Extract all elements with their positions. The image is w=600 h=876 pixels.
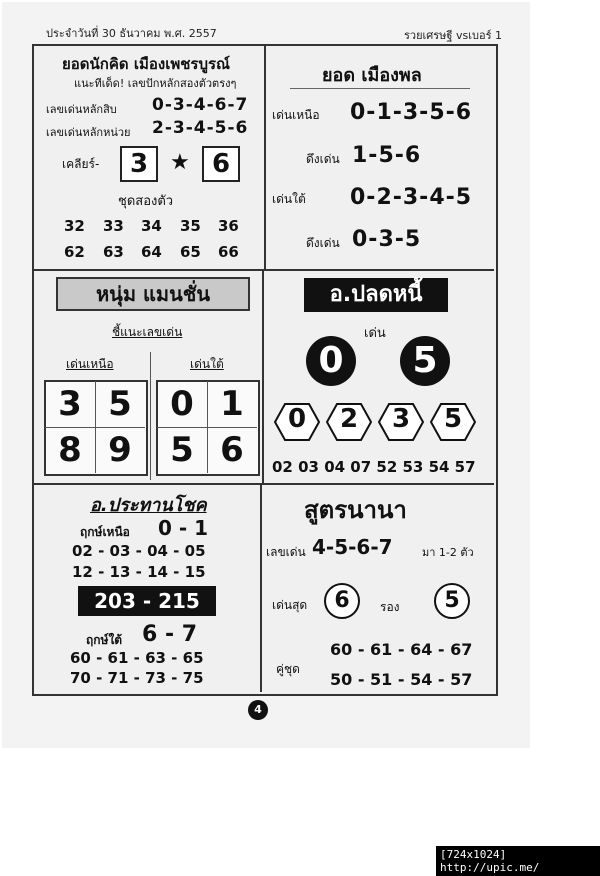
box5-line2: 12 - 13 - 14 - 15 xyxy=(72,563,206,581)
page-margin xyxy=(530,0,600,750)
box6-sud-label: เด่นสุด xyxy=(272,598,308,612)
box5-south-label: ฤกษ์ใต้ xyxy=(86,633,123,647)
box1-set-row1-0: 32 xyxy=(64,217,85,235)
box2-r4-label: ดึงเด่น xyxy=(306,236,340,250)
box3-subtitle: ชี้แนะเลขเด่น xyxy=(112,325,183,339)
box1-clear-label: เคลียร์- xyxy=(62,157,100,171)
box5-north-label: ฤกษ์เหนือ xyxy=(80,525,130,539)
box2-r2-label: ดึงเด่น xyxy=(306,152,340,166)
box3-inner-divider xyxy=(150,352,151,480)
box5-title: อ.ประทานโชค xyxy=(90,495,207,516)
box5-line1: 02 - 03 - 04 - 05 xyxy=(72,542,206,560)
box1-subtitle: แนะทีเด็ด! เลขปักหลักสองตัวตรงๆ xyxy=(74,77,237,90)
box6-rong-value: 5 xyxy=(434,583,470,619)
box1-row1-label: เลขเด่นหลักสิบ xyxy=(46,103,117,116)
box2-r2-value: 1-5-6 xyxy=(352,143,422,168)
box4-hex-0: 0 xyxy=(287,404,307,434)
box3-south-label: เด่นใต้ xyxy=(190,357,224,371)
page-header-title: รวยเศรษฐี vsเบอร์ 1 xyxy=(404,29,502,42)
box3-north-3: 9 xyxy=(108,430,132,470)
box1-set-row1-2: 34 xyxy=(141,217,162,235)
box3-north-2: 8 xyxy=(58,430,82,470)
box4-ded-label: เด่น xyxy=(364,326,386,341)
box1-clear-b: 6 xyxy=(202,146,240,182)
page-number: 4 xyxy=(248,700,268,720)
box1-set-row1-3: 35 xyxy=(180,217,201,235)
box1-set-row1-4: 36 xyxy=(218,217,239,235)
box2-r4-value: 0-3-5 xyxy=(352,227,422,252)
box6-pair-label: คู่ชุด xyxy=(276,662,300,676)
box2-r3-value: 0-2-3-4-5 xyxy=(350,185,473,210)
box6-rong-label: รอง xyxy=(380,600,400,614)
box3-north-1: 5 xyxy=(108,384,132,424)
box1-set-row2-0: 62 xyxy=(64,243,85,261)
box3-south-3: 6 xyxy=(220,430,244,470)
box4-hex-1: 2 xyxy=(339,404,359,434)
box6-ded-label: เลขเด่น xyxy=(266,545,306,559)
box3-south-2: 5 xyxy=(170,430,194,470)
box4-ded-b: 5 xyxy=(400,336,450,386)
box1-row1-value: 0-3-4-6-7 xyxy=(152,95,249,115)
box3-south-0: 0 xyxy=(170,384,194,424)
box5-south-value: 6 - 7 xyxy=(142,622,198,647)
box1-set-row2-4: 66 xyxy=(218,243,239,261)
box5-bar: 203 - 215 xyxy=(78,586,216,616)
divider-vertical-top xyxy=(264,46,266,271)
box6-ded-note: มา 1-2 ตัว xyxy=(422,546,474,559)
box3-north-grid-h xyxy=(45,427,145,428)
divider-horizontal-2 xyxy=(34,483,494,485)
box6-pair1: 60 - 61 - 64 - 67 xyxy=(330,640,473,659)
star-icon: ★ xyxy=(170,150,190,175)
box4-title: อ.ปลดหนี้ xyxy=(304,278,448,312)
divider-vertical-bottom xyxy=(260,484,262,692)
box1-set-row2-2: 64 xyxy=(141,243,162,261)
box4-hex-2: 3 xyxy=(391,404,411,434)
box2-title: ยอด เมืองพล xyxy=(322,65,422,86)
box2-r1-value: 0-1-3-5-6 xyxy=(350,100,473,125)
box2-r1-label: เด่นเหนือ xyxy=(272,108,320,122)
box3-south-1: 1 xyxy=(220,384,244,424)
box4-hex-3: 5 xyxy=(443,404,463,434)
box3-north-label: เด่นเหนือ xyxy=(66,357,114,371)
divider-horizontal-1 xyxy=(34,269,494,271)
box3-south-grid-h xyxy=(157,427,257,428)
box1-set-row1-1: 33 xyxy=(103,217,124,235)
box6-pair2: 50 - 51 - 54 - 57 xyxy=(330,670,473,689)
box5-line4: 70 - 71 - 73 - 75 xyxy=(70,669,204,687)
page-header-date: ประจำวันที่ 30 ธันวาคม พ.ศ. 2557 xyxy=(46,27,217,40)
divider-vertical-mid xyxy=(262,270,264,484)
box4-numbers: 02 03 04 07 52 53 54 57 xyxy=(272,458,476,476)
box1-set-title: ชุดสองตัว xyxy=(118,194,174,209)
watermark-text: [724x1024] http://upic.me/ xyxy=(436,846,600,876)
box2-title-underline xyxy=(290,88,470,89)
box3-title: หนุ่ม แมนชั่น xyxy=(56,277,250,311)
box3-north-0: 3 xyxy=(58,384,82,424)
box6-title: สูตรนานา xyxy=(304,496,407,524)
box6-ded-value: 4-5-6-7 xyxy=(312,535,393,559)
box1-row2-value: 2-3-4-5-6 xyxy=(152,118,249,138)
box1-row2-label: เลขเด่นหลักหน่วย xyxy=(46,126,131,139)
box1-title: ยอดนักคิด เมืองเพชรบูรณ์ xyxy=(62,55,230,73)
box5-line3: 60 - 61 - 63 - 65 xyxy=(70,649,204,667)
box4-ded-a: 0 xyxy=(306,336,356,386)
box2-r3-label: เด่นใต้ xyxy=(272,192,306,206)
box1-set-row2-1: 63 xyxy=(103,243,124,261)
box5-north-value: 0 - 1 xyxy=(158,516,209,540)
box1-set-row2-3: 65 xyxy=(180,243,201,261)
box6-sud-value: 6 xyxy=(324,583,360,619)
box1-clear-a: 3 xyxy=(120,146,158,182)
